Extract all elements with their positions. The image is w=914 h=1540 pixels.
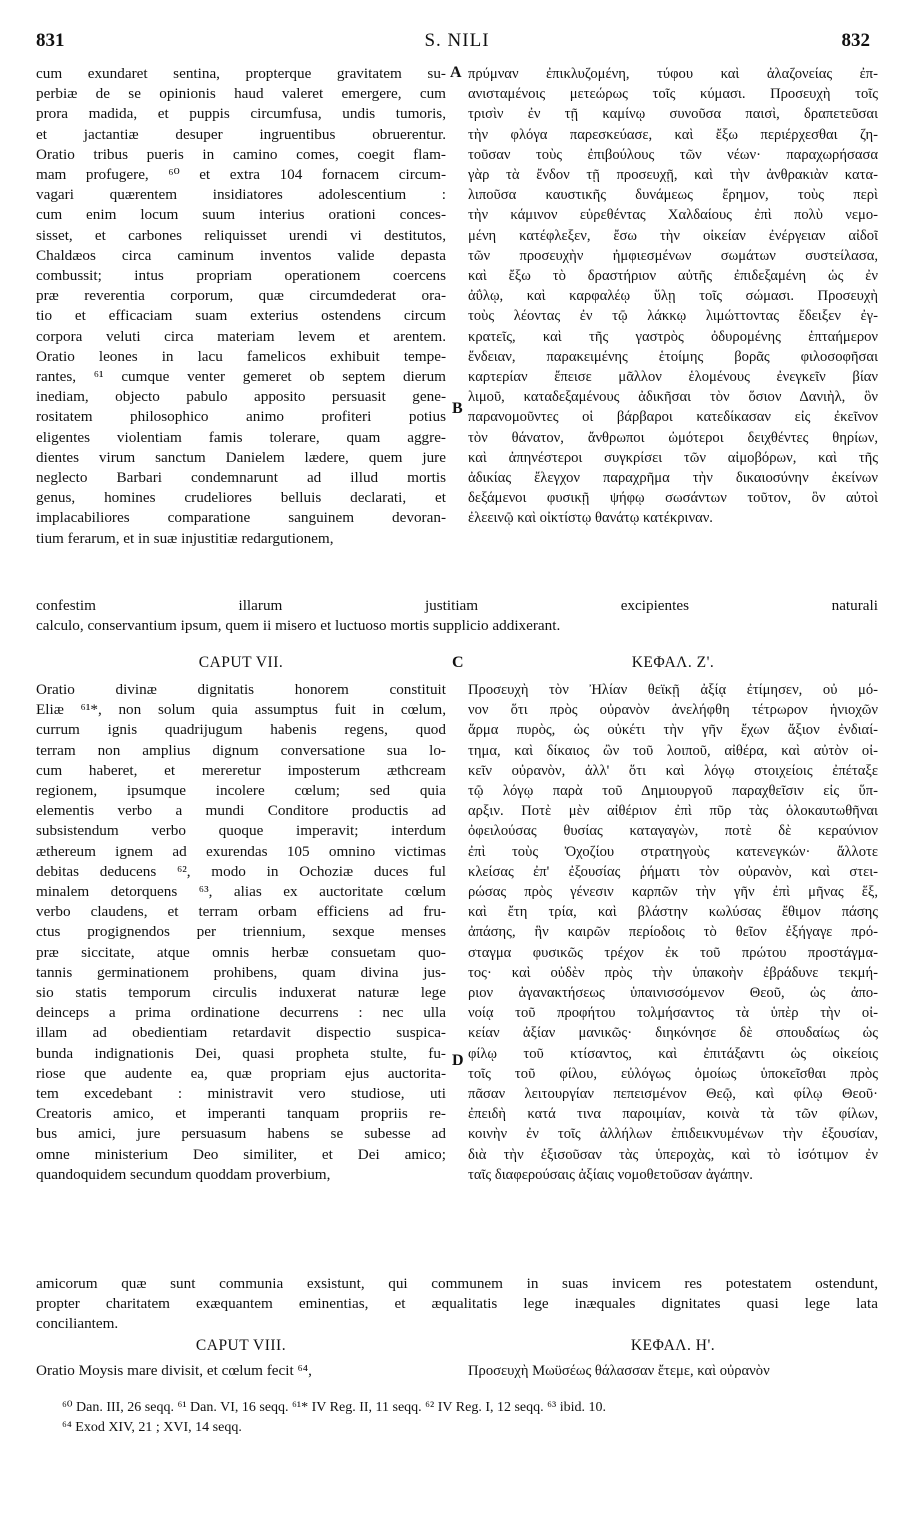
text-line: riose que audente ea, quæ propriam ejus auctorita-	[36, 1064, 446, 1082]
text-line: πρύμναν ἐπικλυζομένη, τύφου καὶ ἀλαζονείας ἐπ-	[468, 66, 878, 82]
text-line: κρατεῖς, καὶ τῆς γαστρὸς ὀδυρομένης ἑπταήμερον	[468, 328, 878, 345]
text-line: implacabiliores comparatione sanguinem devoran-	[36, 509, 446, 527]
text-line: confestim illarum justitiam excipientes naturali	[36, 597, 878, 614]
full-width-text-2	[36, 1274, 878, 1335]
text-line: τρισὶν ἐν τῇ καμίνῳ συνοῦσα παισὶ, δραπετεῦσαι	[468, 106, 878, 123]
text-line: æthereum ignem ad exurendas 105 omnino victimas	[36, 842, 446, 860]
text-line: μένη κατέφλεξεν, ἔσω τὴν οἰκείαν ἐνέργειαν αἰδοῖ	[468, 227, 878, 244]
text-line: regionem, ipsumque incolere cœlum; sed quia	[36, 782, 446, 800]
text-line: bunda indignationis Dei, quasi propheta stulte, fu-	[36, 1044, 446, 1062]
text-line: φίλῳ τοῦ κτίσαντος, καὶ ἐπιτάξαντι ὡς οἰκείοις	[468, 1045, 878, 1062]
text-line: ἔνδειαν, παρακειμένης ἑτοίμης βορᾶς φιλοσοφῆσαι	[468, 348, 878, 365]
text-line: sisset, et carbones reliquisset urendi vi destitutos,	[36, 226, 446, 244]
text-line: corpora veluti circa materiam levem et arentem.	[36, 327, 446, 345]
text-line: τημα, καὶ δίκαιος ὢν τοῦ λοιποῦ, αἰθέρα, καὶ αὐτὸν οἰ-	[468, 742, 878, 759]
text-line: τοῖς τοῦ φίλου, εὐλόγως ὁμοίως ὑποκεῖσθαι πρὸς	[468, 1065, 878, 1082]
text-line: Oratio Moysis mare divisit, et cœlum fecit ⁶⁴,	[36, 1362, 312, 1379]
text-line: dientes virum sanctum Danielem lædere, quem jure	[36, 448, 446, 466]
text-line: τοῦσαν τοὺς ἐπιβούλους τῶν νέων· παραχωρήσασα	[468, 146, 878, 163]
text-line: ανισταμένοις μετεώρως τοῖς κύμασι. Προσευχὴ τοῖς	[468, 86, 878, 103]
text-line: omne ministerium Deo similiter, et Dei amico;	[36, 1145, 446, 1163]
text-line: Oratio divinæ dignitatis honorem constituit	[36, 681, 446, 698]
text-line: rantes, ⁶¹ cumque venter gemeret ob septem dierum	[36, 368, 446, 386]
text-line: αρξιν. Ποτὲ μὲν αἰθέριον ἐπὶ πῦρ τὰς ὁλοκαυτωθῆναι	[468, 803, 878, 820]
text-line: deinceps a prima ordinatione decurrens : nec ulla	[36, 1004, 446, 1022]
text-line: κλείσας ἐπ' ἐξουσίας ῥήματι τὸν οὐρανὸν, καὶ στει-	[468, 863, 878, 880]
greek-column-3	[468, 1361, 878, 1381]
text-line: eligentes violentiam famis tolerare, quam aggre-	[36, 428, 446, 446]
text-line: κοινὴν ἐν τοῖς ἀλλήλων ἐπιδεικνυμένων τὴν ἐξουσίαν,	[468, 1126, 878, 1143]
text-line: cum enim locum suum interius orationi conces-	[36, 206, 446, 224]
text-line: bus amici, jure persuasum habens se subesse ad	[36, 1125, 446, 1143]
text-line: conciliantem.	[36, 1315, 119, 1333]
footnote-line: ⁶⁴ Exod XIV, 21 ; XVI, 14 seqq.	[62, 1420, 242, 1435]
text-line: inediam, objecto pabulo apposito persuasit gene-	[36, 388, 446, 406]
text-line: ταῖς διαφερούσαις ἀξίαις νομοθετοῦσαν ἀγάπην.	[468, 1166, 753, 1183]
greek-column-1	[468, 64, 878, 529]
text-line: κείαν ἀξίαν μανικῶς· διηκόνησε δὲ σπουδαίως ὡς	[468, 1025, 878, 1042]
text-line: tannis germinationem prohibens, quam divina jus-	[36, 963, 446, 981]
text-line: sio statis temporum circulis induxerat naturæ lege	[36, 984, 446, 1002]
text-line: ἀΰλῳ, καὶ καρφαλέῳ ὕλῃ τοῖς σώμασι. Προσευχὴ	[468, 288, 878, 305]
text-line: ἀπάσης, ἣν καιρῶν περίοδοις τὸ θεῖον ἐξήγαγε πρό-	[468, 924, 878, 941]
text-line: τὴν φλόγα παρεσκεύασε, καὶ ἔξω περιέρχεσθαι ζη-	[468, 126, 878, 143]
text-line: ἅρμα πυρὸς, ὡς οὐκέτι τὴν γῆν ἔχων ἄξιον ἐνδιαί-	[468, 722, 878, 739]
text-line: καρτερίαν ἔπεισε μᾶλλον ἑλομένους ἐνεγκεῖν βίαν	[468, 369, 878, 386]
text-line: præ reverentia corporum, quæ circumdederat ora-	[36, 287, 446, 305]
text-line: Oratio tribus pueris in camino comes, coegit flam-	[36, 145, 446, 163]
text-line: prora madida, et puppis circumfusa, undis tumoris,	[36, 105, 446, 123]
latin-column-3	[36, 1361, 446, 1381]
text-line: νον ὅτι πρὸς οὐρανὸν ἀνελήφθη τέτρωρον ἡνιοχῶν	[468, 702, 878, 719]
caput-8-heading: CAPUT VIII.	[195, 1337, 287, 1354]
kefal-8-heading: ΚΕΦΑΛ. Η'.	[630, 1337, 716, 1354]
text-line: cum exundaret sentina, propterque gravitatem su-	[36, 65, 446, 82]
page-number-right: 832	[841, 30, 870, 51]
text-line: τῶν προσευχὴν ἠμφιεσμένων σωμάτων συστείλασα,	[468, 247, 878, 264]
text-line: et jactantiæ desuper ingruentibus obruerentur.	[36, 125, 446, 143]
text-line: combussit; intus propriam operationem coercens	[36, 267, 446, 285]
text-line: subsistendum verbo quoque imperavit; interdum	[36, 822, 446, 840]
text-line: tio et efficaciam suam exterius ostendens circum	[36, 307, 446, 325]
kefal-7-heading: ΚΕΦΑΛ. Ζ'.	[631, 654, 715, 671]
caput-7-heading: CAPUT VII.	[198, 654, 284, 671]
running-title: S. NILI	[424, 30, 490, 51]
text-line: vagari quærentem insidiatores adolescentium :	[36, 186, 446, 204]
text-line: καὶ ἔξω τὸ δραστήριον αὐτῆς ἐπιδεξαμένη ὡς ἐν	[468, 268, 878, 285]
text-line: παρανομοῦντες οἱ βάρβαροι κατεδίκασαν εἰς ἐκεῖνον	[468, 409, 878, 426]
text-line: mam profugere, ⁶⁰ et extra 104 fornacem circum-	[36, 166, 446, 184]
text-line: ὀφειλούσας θυσίας καταγαγὼν, ποτὲ δὲ κεραύνιον	[468, 823, 878, 840]
text-line: γὰρ τὰ ἔνδον τῇ προσευχῇ, καὶ τὴν ἀνθρακιὰν κατα-	[468, 167, 878, 184]
text-line: cum haberet, et mereretur imposterum æthcream	[36, 761, 446, 779]
text-line: præ siccitate, atque omnis herbæ consuetam quo-	[36, 943, 446, 961]
text-line: genus, homines crudeliores belluis declarati, et	[36, 489, 446, 507]
text-line: Creatoris amico, et imperanti tanquam propriis re-	[36, 1105, 446, 1123]
text-line: quandoquidem secundum quoddam proverbium,	[36, 1165, 331, 1183]
text-line: perbiæ de se opinionis haud valeret emergere, cum	[36, 85, 446, 103]
full-width-text-1	[36, 596, 878, 636]
text-line: κεῖν οὐρανὸν, ἀλλ' ὅτι καὶ λόγῳ στοιχείοις ἐπέταξε	[468, 762, 878, 779]
text-line: Chaldæos circa caminum inventos valide depasta	[36, 246, 446, 264]
latin-column-2	[36, 680, 446, 1185]
text-line: διὰ τὴν ἐξισοῦσαν τὰς ὑπεροχὰς, καὶ τὸ ἰσότιμον ἐν	[468, 1146, 878, 1163]
text-line: calculo, conservantium ipsum, quem ii misero et luctuoso mortis supplicio addixerant.	[36, 617, 561, 635]
greek-column-2	[468, 680, 878, 1185]
text-line: Eliæ ⁶¹*, non solum quia assumptus fuit in cœlum,	[36, 701, 446, 719]
text-line: τοὺς λέοντας ἐν τῷ λάκκῳ λιμώττοντας ἔδειξεν ἐγ-	[468, 308, 878, 325]
margin-letter-b: B	[452, 400, 463, 417]
text-line: σταγμα φυσικῶς τρέχον ἐκ τοῦ πρώτου προστάγμα-	[468, 944, 878, 961]
text-line: τῷ λόγῳ παρὰ τοῦ Δημιουργοῦ παραχθεῖσιν εἰς ὕπ-	[468, 783, 878, 800]
text-line: Προσευχὴ τὸν Ἠλίαν θεϊκῇ ἀξίᾳ ἐτίμησεν, οὐ μό-	[468, 682, 878, 698]
text-line: ctus progignendos per triennium, sexque menses	[36, 923, 446, 941]
text-line: ἐπειδὴ κατά τινα παροιμίαν, κοινὰ τὰ τῶν φίλων,	[468, 1106, 878, 1123]
text-line: πᾶσαν λειτουργίαν πεπεισμένον Θεῷ, καὶ φίλῳ Θεοῦ·	[468, 1086, 878, 1103]
text-line: Προσευχὴ Μωϋσέως θάλασσαν ἔτεμε, καὶ οὐρανὸν	[468, 1363, 770, 1379]
text-line: τος· καὶ οὐδὲν πρὸς τὴν ὑπακοὴν ἐβράδυνε τεκμή-	[468, 964, 878, 981]
text-line: illam ad obedientiam retardavit dispectio suspica-	[36, 1024, 446, 1042]
text-line: λιποῦσα καυστικῆς δυνάμεως ἔρημον, τοὺς περὶ	[468, 187, 878, 204]
footnote-line: ⁶⁰ Dan. III, 26 seqq. ⁶¹ Dan. VI, 16 seqq. ⁶¹* IV Reg. II, 11 seqq. ⁶² IV Reg. I, 12 seqq. ⁶³ ibid. 10.	[62, 1400, 606, 1415]
text-line: ἀδικίας ἔλεγχον παραχρῆμα τὴν δικαιοσύνην ἐκείνων	[468, 470, 878, 487]
text-line: debitas deducens ⁶², modo in Ochoziæ duces ful	[36, 862, 446, 880]
text-line: tium ferarum, et in suæ injustitiæ redargutionem,	[36, 529, 334, 547]
text-line: currum ignis quadrijugum habenis regens, quod	[36, 721, 446, 739]
text-line: ρώσας πρὸς γένεσιν καρπῶν τὴν γῆν ἐπὶ μῆνας ἕξ,	[468, 884, 878, 901]
text-line: λιμοῦ, καταδεξαμένους ἀδικῆσαι τὸν ὅσιον Δανιὴλ, ὃν	[468, 389, 878, 406]
latin-column-1	[36, 64, 446, 549]
text-line: ἐλεεινῷ καὶ οἰκτίστῳ θανάτῳ κατέκριναν.	[468, 510, 713, 527]
text-line: terram non amplius dignum conversatione sua lo-	[36, 741, 446, 759]
text-line: καὶ ἔτη τρία, καὶ βλάστην κωλύσας ἔθιμον πάσης	[468, 904, 878, 921]
text-line: νοίᾳ τοῦ προφήτου τολμήσαντος τὰ ὑπὲρ τὴν οἰ-	[468, 1005, 878, 1022]
text-line: amicorum quæ sunt communia exsistunt, qui communem in suas invicem res potestatem ostendunt,	[36, 1275, 878, 1292]
text-line: minalem detorquens ⁶³, alias ex auctoritate cœlum	[36, 883, 446, 901]
text-line: Oratio leones in lacu famelicos exhibuit tempe-	[36, 347, 446, 365]
text-line: τὸν θάνατον, ἄνθρωποι ὠμότεροι δειχθέντες θηρίων,	[468, 429, 878, 446]
text-line: ἐπὶ τοὺς Ὀχοζίου στρατηγοὺς κατενεγκών· ἄλλοτε	[468, 843, 878, 860]
text-line: δεξάμενοι φυσικῇ ψήφῳ σωσάντων τοῦτον, ὃν αὐτοὶ	[468, 490, 878, 507]
text-line: rositatem philosophico animo profiteri potius	[36, 408, 446, 426]
margin-letter-c: C	[452, 654, 464, 671]
text-line: elementis verbo a mundi Conditore productis ad	[36, 802, 446, 820]
text-line: propter charitatem exæquantem eminentias, et æqualitatis lege inæquales dignitates quasi lege lata	[36, 1295, 878, 1313]
text-line: καὶ ἀπηνέστεροι συγκρίσει τῶν αἱμοβόρων, καὶ τῆς	[468, 449, 878, 466]
margin-letter-d: D	[452, 1052, 464, 1069]
page-number-left: 831	[36, 30, 65, 51]
text-line: verbo claudens, et terram orbam efficiens ad fru-	[36, 903, 446, 921]
text-line: neglecto Barbari condemnarunt ad illud mortis	[36, 469, 446, 487]
margin-letter-a: A	[450, 64, 462, 81]
text-line: tem excedebant : ministravit vero studiose, uti	[36, 1085, 446, 1103]
text-line: τὴν κάμινον εὑρεθέντας Χαλδαίους ἐπὶ πολὺ νεμο-	[468, 207, 878, 224]
text-line: ριον ἀγανακτήσεως ὑπαινισσόμενον Θεοῦ, ὡς ἀπο-	[468, 985, 878, 1002]
